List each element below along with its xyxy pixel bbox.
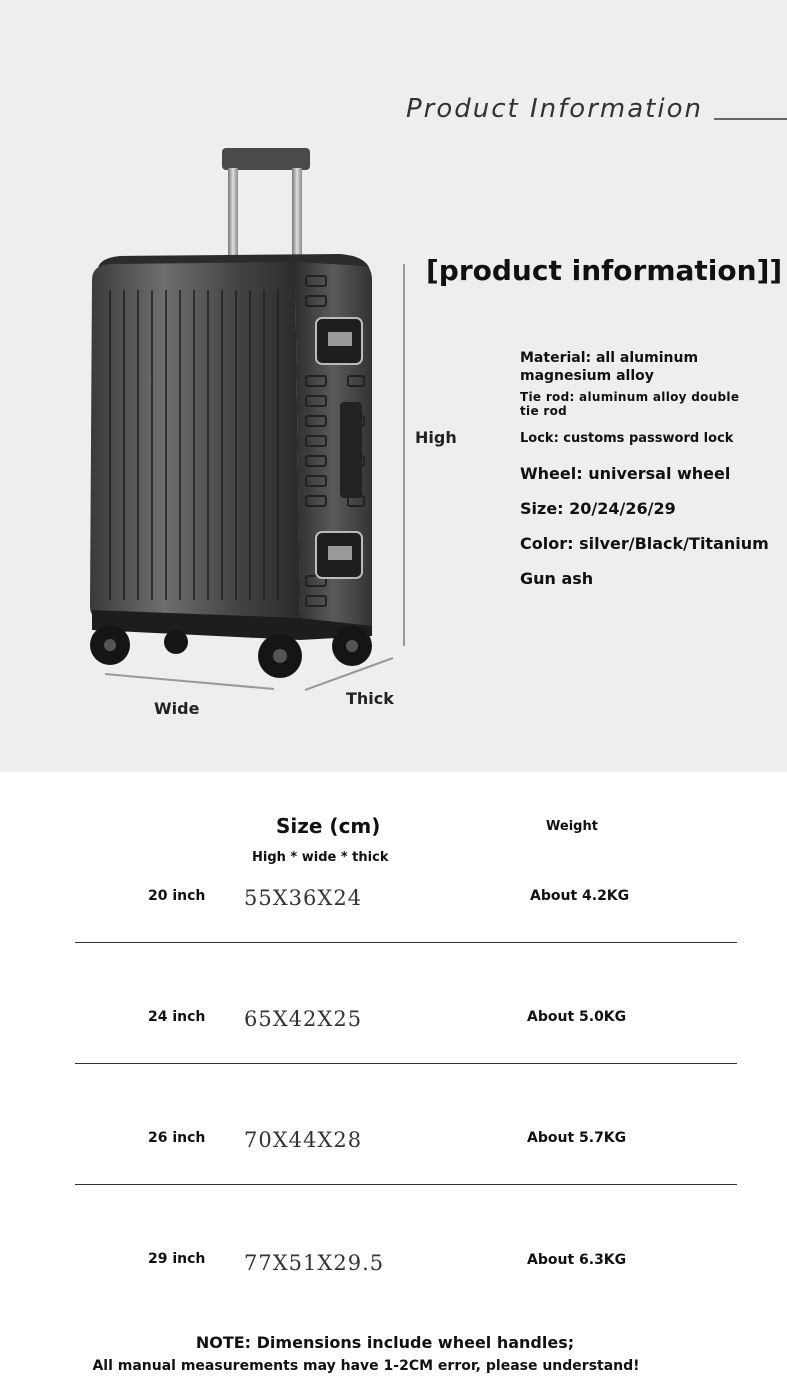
high-label: High	[415, 428, 457, 447]
row-size: 29 inch	[148, 1251, 206, 1267]
weight-header: Weight	[546, 819, 598, 834]
row-divider	[75, 942, 737, 943]
spec-tie-rod: Tie rod: aluminum alloy double tie rod	[520, 390, 740, 418]
row-dims: 77X51X29.5	[244, 1251, 385, 1275]
row-weight: About 5.7KG	[527, 1130, 627, 1146]
spec-wheel: Wheel: universal wheel	[520, 464, 731, 483]
row-divider	[75, 1184, 737, 1185]
row-size: 20 inch	[148, 888, 206, 904]
info-box-title: [product information]]	[426, 254, 783, 287]
row-weight: About 6.3KG	[527, 1252, 627, 1268]
note-line-2: All manual measurements may have 1-2CM error, please understand!	[92, 1358, 640, 1374]
size-header: Size (cm)	[276, 814, 381, 838]
row-divider	[75, 1063, 737, 1064]
spec-color-continued: Gun ash	[520, 569, 594, 588]
spec-color: Color: silver/Black/Titanium	[520, 534, 769, 553]
size-subheader: High * wide * thick	[252, 850, 389, 865]
spec-material: Material: all aluminum magnesium alloy	[520, 350, 699, 384]
row-dims: 70X44X28	[244, 1128, 363, 1152]
row-size: 26 inch	[148, 1130, 206, 1146]
spec-size: Size: 20/24/26/29	[520, 499, 676, 518]
thick-label: Thick	[346, 689, 394, 708]
row-size: 24 inch	[148, 1009, 206, 1025]
row-weight: About 4.2KG	[530, 888, 630, 904]
wide-label: Wide	[154, 699, 200, 718]
spec-lock: Lock: customs password lock	[520, 431, 734, 446]
note-line-1: NOTE: Dimensions include wheel handles;	[195, 1333, 575, 1352]
section-title: Product Information	[406, 94, 703, 124]
row-dims: 55X36X24	[244, 886, 363, 910]
row-dims: 65X42X25	[244, 1007, 363, 1031]
row-weight: About 5.0KG	[527, 1009, 627, 1025]
